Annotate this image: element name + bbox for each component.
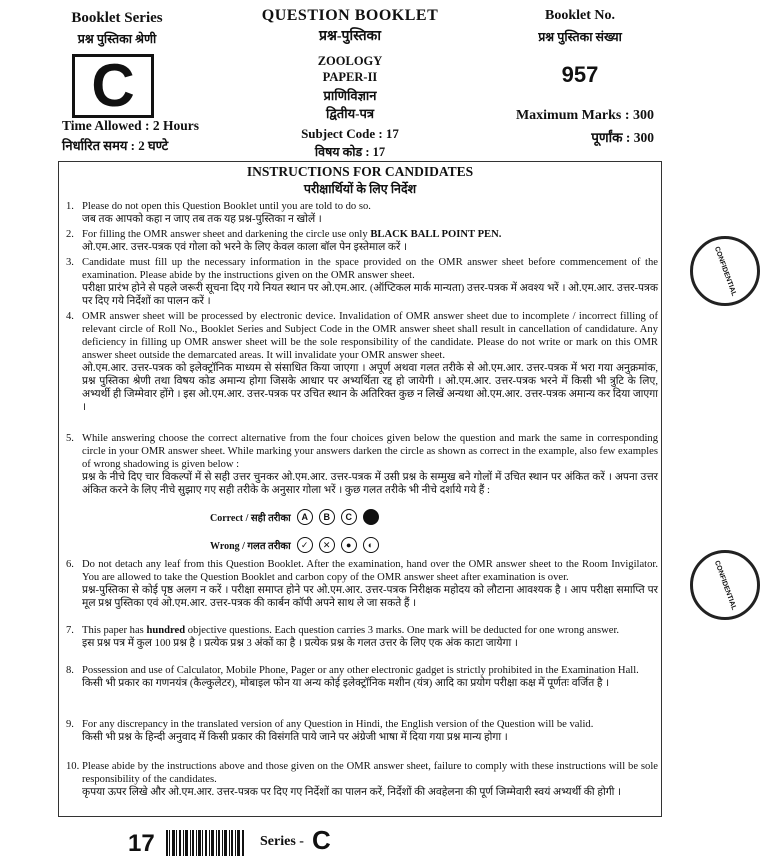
instruction-text: OMR answer sheet will be processed by electronic device. Invalidation of OMR answer sheet due to incomplete / incorrect filling of relevant circle of Roll No., Booklet Series and Subject Code in the OMR answer sheet shall result in cancellation of candidature. Any deficiency in filling up OMR answer sheet will be the sole responsibility of the candidate. Please do not write or mark on this OMR answer sheet outside the demarcated areas. It will invalidate your OMR answer sheet. bbox=[82, 311, 658, 361]
subject-name-hindi: प्राणिविज्ञान bbox=[323, 88, 377, 103]
instruction-number: 9. bbox=[66, 719, 74, 730]
instruction-number: 3. bbox=[66, 257, 74, 268]
instruction-text-lead: This paper has bbox=[82, 625, 144, 636]
instruction-text-hindi: कृपया ऊपर लिखे और ओ.एम.आर. उत्तर-पत्रक पर दिए गए निर्देशों का पालन करें, निर्देशों की अवहेलना की पूर्ण जिम्मेवारी स्वयं अभ्यर्थी की होगी । bbox=[82, 787, 622, 798]
subject-code: Subject Code : 17 bbox=[301, 126, 399, 141]
instruction-number: 4. bbox=[66, 311, 74, 322]
instruction-item bbox=[66, 718, 658, 744]
instruction-text-bold: BLACK BALL POINT PEN. bbox=[370, 229, 502, 240]
instruction-item bbox=[66, 624, 658, 650]
subject-paper-hindi: द्वितीय-पत्र bbox=[325, 106, 375, 121]
confidential-seal-top bbox=[690, 236, 760, 306]
instruction-text-hindi: ओ.एम.आर. उत्तर-पत्रक को इलेक्ट्रॉनिक माध्यम से संसाधित किया जाएगा । अपूर्ण अथवा गलत तरीके से ओ.एम.आर. उत्तर-पत्रक में भरा गया अनुक्रमांक, प्रश्न पुस्तिका श्रेणी तथा विषय कोड अमान्य होगा जिसके आधार पर अभ्यर्थिता रद्द हो जायेगी । ओ.एम.आर. उत्तर-पत्रक भरने में किसी भी त्रुटि के लिए, अभ्यर्थी ही जिम्मेवार होंगे । इस ओ.एम.आर. उत्तर-पत्रक पर उचित स्थान के अतिरिक्त कुछ न लिखें अन्यथा ओ.एम.आर. उत्तर-पत्रक अमान्य कर दिया जाएगा । bbox=[82, 363, 658, 413]
footer-subject-code: 17 bbox=[128, 830, 155, 857]
subject-code-hindi: विषय कोड : 17 bbox=[314, 145, 386, 159]
dot-circle-icon: ● bbox=[341, 537, 357, 553]
booklet-number-label: Booklet No. bbox=[545, 8, 615, 23]
instruction-text: Possession and use of Calculator, Mobile Phone, Pager or any other electronic gadget is strictly prohibited in the Examination Hall. bbox=[82, 665, 639, 676]
option-b-circle: B bbox=[319, 509, 335, 525]
booklet-number: 957 bbox=[561, 62, 599, 87]
instruction-text-hindi: इस प्रश्न पत्र में कुल 100 प्रश्न है । प्रत्येक प्रश्न 3 अंकों का है । प्रत्येक प्रश्न के गलत उत्तर के लिए एक अंक काटा जायेगा । bbox=[82, 638, 518, 649]
subject-paper: PAPER-II bbox=[322, 70, 378, 84]
booklet-number-label-hindi: प्रश्न पुस्तिका संख्या bbox=[538, 30, 622, 44]
instruction-text: Please do not open this Question Booklet until you are told to do so. bbox=[82, 201, 371, 212]
cross-mark-circle-icon: ✕ bbox=[319, 537, 335, 553]
instruction-number: 10. bbox=[66, 761, 80, 772]
booklet-series-label: Booklet Series bbox=[71, 10, 163, 26]
booklet-series-letter: C bbox=[91, 52, 135, 119]
instruction-item bbox=[66, 664, 658, 690]
instruction-item bbox=[66, 200, 658, 226]
check-mark-circle-icon: ✓ bbox=[297, 537, 313, 553]
instruction-number: 7. bbox=[66, 625, 74, 636]
wrong-label: Wrong / गलत तरीका bbox=[210, 541, 291, 552]
instruction-text-hindi: ओ.एम.आर. उत्तर-पत्रक एवं गोला को भरने के लिए केवल काला बॉल पेन इस्तेमाल करें । bbox=[82, 242, 408, 253]
instruction-number: 6. bbox=[66, 559, 74, 570]
instructions-title-hindi: परीक्षार्थियों के लिए निर्देश bbox=[303, 182, 417, 196]
correct-shading-example bbox=[210, 508, 510, 526]
instruction-number: 1. bbox=[66, 201, 74, 212]
half-filled-circle-icon: ◐ bbox=[363, 537, 379, 553]
instruction-text-hindi: प्रश्न के नीचे दिए चार विकल्पों में से सही उत्तर चुनकर ओ.एम.आर. उत्तर-पत्रक में उसी प्रश्न के सम्मुख बने गोलों में उचित स्थान पर अंकित करें । अपना उत्तर अंकित करने के लिए नीचे सुझाए गए सही तरीके के अनुसार गोला भरें । कुछ गलत तरीके भी नीचे दर्शाये गये हैं : bbox=[82, 472, 658, 496]
wrong-shading-example bbox=[210, 536, 510, 554]
question-booklet-title-hindi: प्रश्न-पुस्तिका bbox=[319, 29, 381, 44]
booklet-series-label-hindi: प्रश्न पुस्तिका श्रेणी bbox=[77, 32, 157, 46]
instruction-number: 8. bbox=[66, 665, 74, 676]
subject-name: ZOOLOGY bbox=[317, 54, 383, 68]
question-booklet-title: QUESTION BOOKLET bbox=[261, 7, 439, 24]
instruction-text-hindi: किसी भी प्रश्न के हिन्दी अनुवाद में किसी प्रकार की विसंगति पाये जाने पर अंग्रेजी भाषा में दिया गया प्रश्न मान्य होगा । bbox=[82, 732, 508, 743]
instruction-text: Candidate must fill up the necessary information in the space provided on the OMR answer sheet before commencement of the examination. Please abide by the instructions given on the OMR answer sheet. bbox=[82, 257, 658, 281]
instruction-number: 2. bbox=[66, 229, 74, 240]
maximum-marks: Maximum Marks : 300 bbox=[515, 108, 654, 123]
instruction-item bbox=[66, 310, 658, 414]
instruction-text-hindi: किसी भी प्रकार का गणनयंत्र (कैल्कुलेटर), मोबाइल फोन या अन्य कोई इलेक्ट्रॉनिक मशीन (यंत्र) आदि का प्रयोग परीक्षा कक्ष में पूर्णतः वर्जित है । bbox=[82, 678, 610, 689]
instruction-text: For filling the OMR answer sheet and darkening the circle use only bbox=[82, 229, 368, 240]
instruction-text-bold: hundred bbox=[146, 625, 186, 636]
seal-text-top: CONFIDENTIAL bbox=[712, 245, 738, 297]
instruction-text: For any discrepancy in the translated version of any Question in Hindi, the English version of the Question will be valid. bbox=[82, 719, 594, 730]
instruction-item bbox=[66, 558, 658, 610]
instruction-text: Do not detach any leaf from this Question Booklet. After the examination, hand over the OMR answer sheet to the Room Invigilator. You are allowed to take the Question Booklet and carbon copy of the OMR answer sheet after examination is over. bbox=[82, 559, 658, 583]
instruction-text: While answering choose the correct alternative from the four choices given below the question and mark the same in corresponding circle in your OMR answer sheet. While marking your answers darken the circle as shown as correct in the example, also few examples of wrong shadowing is given below : bbox=[82, 433, 658, 470]
instruction-number: 5. bbox=[66, 433, 74, 444]
seal-text-bottom: CONFIDENTIAL bbox=[712, 559, 738, 611]
correct-label: Correct / सही तरीका bbox=[210, 513, 291, 524]
instruction-item bbox=[66, 760, 658, 799]
maximum-marks-hindi: पूर्णांक : 300 bbox=[591, 130, 654, 145]
instruction-text: Please abide by the instructions above and those given on the OMR answer sheet, failure to comply with these instructions will be sole responsibility of the candidates. bbox=[82, 761, 658, 785]
barcode-icon bbox=[166, 830, 246, 856]
instruction-item bbox=[66, 228, 658, 254]
instruction-text: objective questions. Each question carries 3 marks. One mark will be deducted for one wrong answer. bbox=[187, 625, 620, 636]
instruction-item bbox=[66, 256, 658, 308]
filled-circle-icon bbox=[363, 509, 379, 525]
time-allowed-hindi: निर्धारित समय : 2 घण्टे bbox=[62, 138, 169, 153]
footer-series-label: Series - bbox=[260, 834, 304, 849]
footer-series-value: C bbox=[312, 825, 331, 855]
instruction-text-hindi: परीक्षा प्रारंभ होने से पहले जरूरी सूचना दिए गये नियत स्थान पर ओ.एम.आर. (ऑप्टिकल मार्क मान्यता) उत्तर-पत्रक में अवश्य भरें । ओ.एम.आर. उत्तर-पत्रक पर दिए गये निर्देशों का पालन करें । bbox=[82, 283, 658, 307]
instructions-title: INSTRUCTIONS FOR CANDIDATES bbox=[246, 164, 474, 179]
instruction-text-hindi: जब तक आपको कहा न जाए तब तक यह प्रश्न-पुस्तिका न खोलें । bbox=[82, 214, 322, 225]
confidential-seal-bottom bbox=[690, 550, 760, 620]
instruction-text-hindi: प्रश्न-पुस्तिका से कोई पृष्ठ अलग न करें । परीक्षा समाप्त होने पर ओ.एम.आर. उत्तर-पत्रक निरीक्षक महोदय को लौटाना आवश्यक है । आप परीक्षा समाप्ति पर मूल प्रश्न पुस्तिका एवं ओ.एम.आर. उत्तर-पत्रक की कार्बन कॉपी अपने साथ ले जा सकते हैं । bbox=[82, 585, 658, 609]
time-allowed: Time Allowed : 2 Hours bbox=[62, 118, 200, 133]
booklet-series-box bbox=[72, 54, 154, 118]
instruction-item bbox=[66, 432, 658, 497]
option-c-circle: C bbox=[341, 509, 357, 525]
option-a-circle: A bbox=[297, 509, 313, 525]
